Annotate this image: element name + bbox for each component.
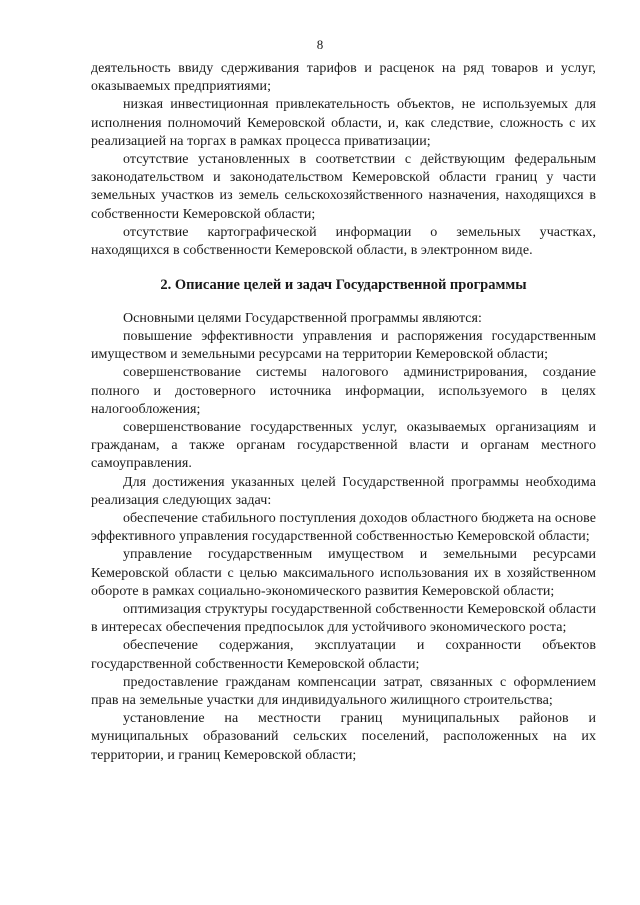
paragraph: деятельность ввиду сдерживания тарифов и расценок на ряд товаров и услуг, оказываемых предприятиями; [91, 61, 596, 95]
paragraph: отсутствие установленных в соответствии с действующим федеральным законодательством и законодательством Кемеровской области границ у части земельных участков из земель сельскохозяйственного назначения, находящихся в собственности Кемеровской области; [91, 152, 596, 222]
list-item: обеспечение содержания, эксплуатации и сохранности объектов государственной собственности Кемеровской области; [91, 638, 596, 672]
page-number: 8 [316, 37, 324, 52]
paragraph: отсутствие картографической информации о земельных участках, находящихся в собственности Кемеровской области, в электронном виде. [91, 224, 596, 259]
list-item: установление на местности границ муниципальных районов и муниципальных образований сельских поселений, расположенных на их территории, и границ Кемеровской области; [91, 711, 596, 763]
list-item: предоставление гражданам компенсации затрат, связанных с оформлением прав на земельные участки для индивидуального жилищного строительства; [91, 674, 596, 708]
paragraph: Для достижения указанных целей Государственной программы необходима реализация следующих задач: [91, 474, 596, 508]
list-item: повышение эффективности управления и распоряжения государственным имуществом и земельными ресурсами на территории Кемеровской области; [91, 328, 596, 363]
paragraph: низкая инвестиционная привлекательность объектов, не используемых для исполнения полномочий Кемеровской области, и, как следствие, сложность с их реализацией на торгах в рамках процесса приватизации; [91, 97, 596, 149]
paragraph: Основными целями Государственной программы являются: [123, 310, 482, 326]
list-item: оптимизация структуры государственной собственности Кемеровской области в интересах обеспечения предпосылок для устойчивого экономического роста; [91, 601, 596, 636]
list-item: совершенствование системы налогового администрирования, создание полного и достоверного источника информации, используемого в целях налогообложения; [91, 365, 596, 417]
section-heading: 2. Описание целей и задач Государственной программы [160, 277, 527, 294]
list-item: управление государственным имуществом и земельными ресурсами Кемеровской области с целью максимального использования их в хозяйственном обороте в рамках социально-экономического развития Кемеровской области; [91, 547, 596, 599]
document-body [91, 60, 596, 765]
list-item: обеспечение стабильного поступления доходов областного бюджета на основе эффективного управления государственной собственностью Кемеровской области; [91, 510, 596, 545]
list-item: совершенствование государственных услуг, оказываемых организациям и гражданам, а также органам государственной власти и органам местного самоуправления. [91, 419, 596, 472]
